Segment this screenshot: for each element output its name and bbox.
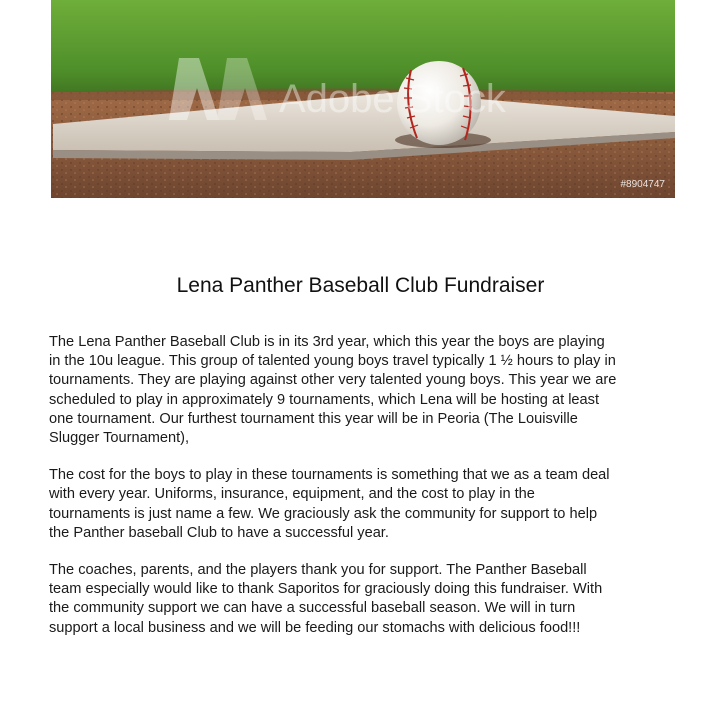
text-line: team especially would like to thank Saporitos for graciously doing this fundraiser. With	[49, 581, 603, 598]
paragraph-thanks	[49, 561, 689, 638]
document-body	[49, 333, 689, 656]
watermark-id: #8904747	[620, 179, 665, 190]
text-line: the community support we can have a successful baseball season. We will in turn	[49, 600, 576, 617]
text-line: The coaches, parents, and the players thank you for support. The Panther Baseball	[49, 562, 587, 579]
text-line: with every year. Uniforms, insurance, equipment, and the cost to play in the	[49, 486, 535, 503]
paragraph-costs	[49, 466, 689, 543]
text-line: in the 10u league. This group of talented young boys travel typically 1 ½ hours to play in	[49, 353, 616, 370]
text-line: the Panther baseball Club to have a successful year.	[49, 524, 389, 541]
hero-image	[51, 0, 675, 198]
text-line: The Lena Panther Baseball Club is in its 3rd year, which this year the boys are playing	[49, 334, 605, 350]
paragraph-intro	[49, 333, 689, 448]
text-line: tournaments. They are playing against other very talented young boys. This year we are	[49, 372, 617, 389]
text-line: The cost for the boys to play in these tournaments is something that we as a team deal	[49, 467, 610, 484]
watermark-brand-text: Adobe Stock	[279, 77, 506, 121]
text-line: one tournament. Our furthest tournament this year will be in Peoria (The Louisville	[49, 410, 578, 427]
text-line: support a local business and we will be feeding our stomachs with delicious food!!!	[49, 619, 581, 636]
text-line: Slugger Tournament),	[49, 430, 190, 447]
text-line: tournaments is just name a few. We graciously ask the community for support to help	[49, 505, 598, 522]
text-line: scheduled to play in approximately 9 tournaments, which Lena will be hosting at least	[49, 391, 600, 408]
page-title: Lena Panther Baseball Club Fundraiser	[176, 274, 545, 297]
baseball-on-mound-photo	[51, 0, 675, 198]
